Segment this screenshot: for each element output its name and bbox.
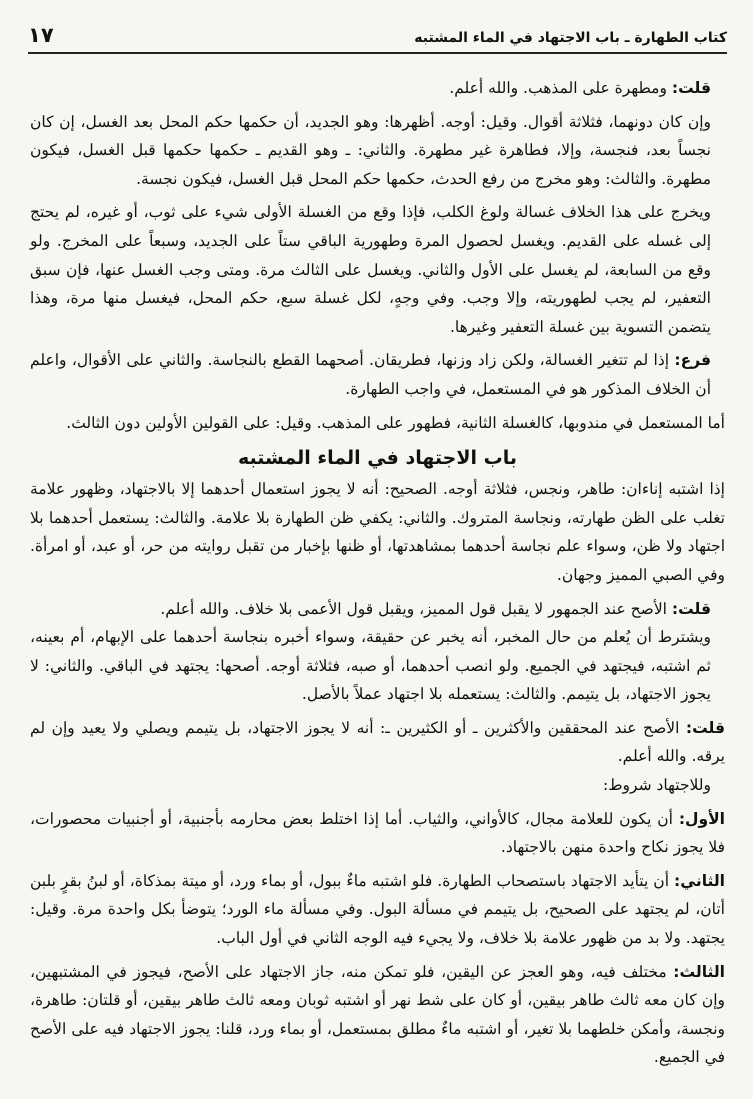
page-header	[28, 18, 727, 54]
paragraph-qult-1	[30, 74, 725, 103]
paragraph-qult-2	[30, 595, 725, 624]
keyword-second: الثاني:	[674, 871, 725, 890]
paragraph-condition-2	[30, 867, 725, 953]
paragraph-text: أن يتأيد الاجتهاد باستصحاب الطهارة. فلو اشتبه ماءٌ ببول، أو بماء ورد، أو ميتة بمذكاة، أو لبنُ بقرٍ بلبن أتان، لم يجتهد على الصحيح، بل يتيمم في مسألة البول. وفي مسألة ماء الورد؛ يتوضأ بكل واحدة مرة. وقيل: يجتهد. ولا بد من ظهور علامة بلا خلاف، ولا يجيء فيه الوجه الثاني في أول الباب.	[30, 871, 725, 948]
paragraph-text: أما المستعمل في مندوبها، كالغسلة الثانية، فطهور على المذهب. وقيل: على القولين الأولين دون الثالث.	[66, 413, 725, 432]
paragraph-text: مختلف فيه، وهو العجز عن اليقين، فلو تمكن منه، جاز الاجتهاد على الأصح، فيجوز في المشتبهين، وإن كان معه ثالث طاهر بيقين، أو كان على شط نهر أو اشتبه ثوبان ومعه ثالث طاهر بيقين، أو قلتان: طاهرة، ونجسة، وأمكن خلطهما بلا تغير، أو اشتبه ماءٌ مطلق بمستعمل، أو بماء ورد، قلنا: يجوز الاجتهاد فيه على الأصح في الجميع.	[30, 962, 725, 1067]
paragraph-text: ويخرج على هذا الخلاف غسالة ولوغ الكلب، فإذا وقع من الغسلة الأولى شيء على ثوب، أو غيره، لم يحتج إلى غسله على القديم. ويغسل لحصول المرة وطهورية الباقي ستاً على الجديد، وسبعاً على المخرج. ولو وقع من السابعة، لم يغسل على الأول والثاني. ويغسل على الثالث مرة. ومتى وجب الغسل عنها، فإن سبق التعفير، لم يجب لطهوريته، وإلا وجب. وفي وجهٍ، لكل غسلة سبع، حكم المحل، فيغسل منها مرة، وهذا يتضمن التسوية بين غسلة التعفير وغيرها.	[30, 203, 711, 336]
paragraph	[30, 198, 725, 341]
paragraph-text: ويشترط أن يُعلم من حال المخبر، أنه يخبر عن حقيقة، وسواء أخبره بنجاسة أحدهما على الإبهام، أم بعينه، ثم اشتبه، فيجتهد في الجميع. ولو انصب أحدهما، أو صبه، فثلاثة أوجه. أصحها: يجتهد في الباقي. والثاني: لا يجوز الاجتهاد، بل يتيمم. والثالث: يستعمله بلا اجتهاد عملاً بالأصل.	[30, 628, 711, 704]
paragraph	[30, 108, 725, 194]
paragraph-text: الأصح عند المحققين والأكثرين ـ أو الكثيرين ـ: أنه لا يجوز الاجتهاد، بل يتيمم ويصلي ولا يعيد وإن لم يرقه. والله أعلم.	[30, 718, 725, 766]
paragraph-condition-1	[30, 805, 725, 862]
keyword-first: الأول:	[678, 809, 725, 828]
paragraph	[30, 409, 725, 438]
running-title: كتاب الطهارة ـ باب الاجتهاد في الماء المشتبه	[414, 30, 727, 46]
paragraph-text: ومطهرة على المذهب. والله أعلم.	[449, 79, 672, 97]
paragraph-qult-3	[30, 714, 725, 771]
page-number: ١٧	[28, 23, 54, 47]
section-title: باب الاجتهاد في الماء المشتبه	[237, 447, 517, 470]
paragraph-condition-3	[30, 958, 725, 1072]
page-body	[30, 74, 725, 1084]
paragraph-far	[30, 346, 725, 403]
paragraph-text: إذا لم تتغير الغسالة، ولكن زاد وزنها، فطريقان. أصحهما القطع بالنجاسة. والثاني على الأقوال، واعلم أن الخلاف المذكور هو في المستعمل، في واجب الطهارة.	[30, 351, 711, 398]
paragraph-text: الأصح عند الجمهور لا يقبل قول المميز، ويقبل قول الأعمى بلا خلاف. والله أعلم.	[160, 599, 672, 618]
paragraph-text: أن يكون للعلامة مجال، كالأواني، والثياب. أما إذا اختلط بعض محارمه بأجنبية، أو أجنبيات محصورات، فلا يجوز نكاح واحدة منهن بالاجتهاد.	[30, 809, 725, 857]
keyword-qult: قلت:	[671, 599, 711, 618]
keyword-third: الثالث:	[673, 962, 725, 981]
paragraph-text: وإن كان دونهما، فثلاثة أقوال. وقيل: أوجه. أظهرها: وهو الجديد، أن حكمها حكم المحل بعد الغسل، إن كان نجساً بعد، فنجسة، وإلا، فطاهرة غير مطهرة. والثاني: ـ وهو القديم ـ حكمها حكمها قبل الغسل، فيكون مطهرة. والثالث: وهو مخرج من رفع الحدث، حكمها حكم المحل قبل الغسل، فيكون نجسة.	[30, 112, 711, 188]
paragraph-text: إذا اشتبه إناءان: طاهر، ونجس، فثلاثة أوجه. الصحيح: أنه لا يجوز استعمال أحدهما إلا بالاجتهاد، وظهور علامة تغلب على الظن طهارته، ونجاسة المتروك. والثاني: يكفي ظن الطهارة بلا علامة. والثالث: يستعمل أحدهما بلا اجتهاد ولا ظن، وسواء علم نجاسة أحدهما بمشاهدتها، أو ظنها بإخبار من تقبل روايته من حر، أو عبد، أو امرأة. وفي الصبي المميز وجهان.	[30, 480, 725, 584]
keyword-qult: قلت:	[671, 79, 711, 97]
keyword-far: فرع:	[674, 351, 711, 370]
keyword-qult: قلت:	[685, 718, 725, 737]
paragraph-conditions-intro	[30, 771, 725, 800]
paragraph	[30, 623, 725, 709]
paragraph-text: وللاجتهاد شروط:	[603, 776, 711, 795]
paragraph	[30, 475, 725, 589]
